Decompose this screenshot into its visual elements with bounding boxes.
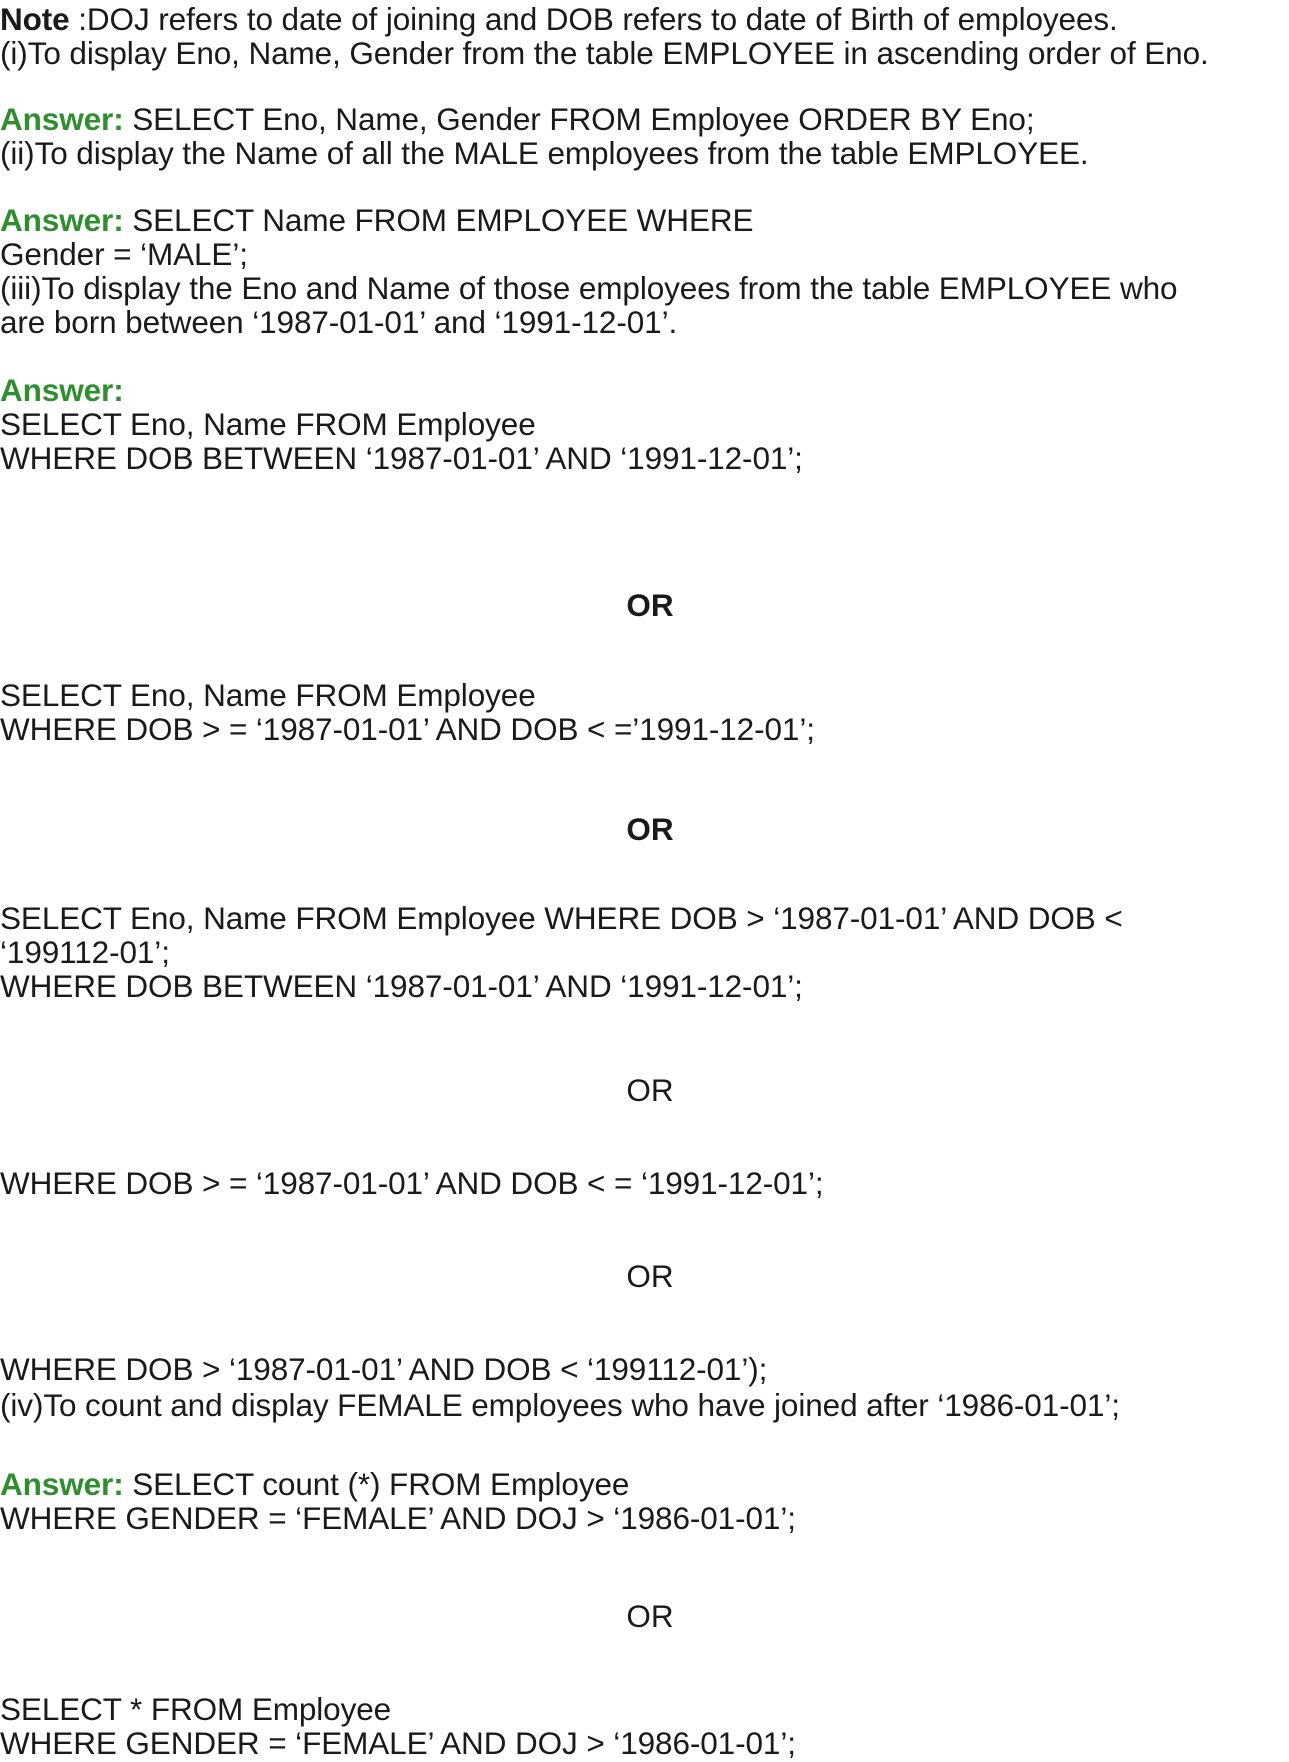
question-2: (ii)To display the Name of all the MALE employees from the table EMPLOYEE. xyxy=(0,135,1089,171)
note-line xyxy=(0,0,1118,38)
answer-1 xyxy=(0,100,1034,138)
answer-4b-line-2: WHERE GENDER = ‘FEMALE’ AND DOJ > ‘1986-01-01’; xyxy=(0,1725,796,1761)
answer-3d-line: WHERE DOB > = ‘1987-01-01’ AND DOB < = ‘1991-12-01’; xyxy=(0,1165,824,1201)
question-3-line-1: (iii)To display the Eno and Name of those employees from the table EMPLOYEE who xyxy=(0,270,1178,306)
answer-3a-line-2: WHERE DOB BETWEEN ‘1987-01-01’ AND ‘1991-12-01’; xyxy=(0,440,803,476)
answer-1-text: SELECT Eno, Name, Gender FROM Employee ORDER BY Eno; xyxy=(123,101,1035,137)
answer-3c-line-1: SELECT Eno, Name FROM Employee WHERE DOB > ‘1987-01-01’ AND DOB < xyxy=(0,900,1123,936)
answer-3c-line-3: WHERE DOB BETWEEN ‘1987-01-01’ AND ‘1991-12-01’; xyxy=(0,968,803,1004)
answer-2-text: SELECT Name FROM EMPLOYEE WHERE xyxy=(123,202,754,238)
answer-3a-line-1: SELECT Eno, Name FROM Employee xyxy=(0,406,536,442)
or-divider: OR xyxy=(626,811,674,847)
answer-2-line-1 xyxy=(0,201,753,239)
answer-3c-line-2: ‘199112-01’; xyxy=(0,934,170,970)
note-label: Note xyxy=(0,1,70,37)
answer-label: Answer: xyxy=(0,202,124,238)
answer-label: Answer: xyxy=(0,101,124,137)
or-divider: OR xyxy=(626,1258,674,1294)
answer-4-line-2: WHERE GENDER = ‘FEMALE’ AND DOJ > ‘1986-01-01’; xyxy=(0,1500,796,1536)
or-divider: OR xyxy=(626,1598,674,1634)
answer-label: Answer: xyxy=(0,372,124,408)
answer-3-label-line xyxy=(0,371,124,409)
answer-2-line-2: Gender = ‘MALE’; xyxy=(0,236,248,272)
answer-3e-line: WHERE DOB > ‘1987-01-01’ AND DOB < ‘199112-01’); xyxy=(0,1351,768,1387)
answer-label: Answer: xyxy=(0,1466,124,1502)
or-divider: OR xyxy=(626,587,674,623)
question-4: (iv)To count and display FEMALE employees who have joined after ‘1986-01-01’; xyxy=(0,1387,1120,1423)
answer-4-text: SELECT count (*) FROM Employee xyxy=(123,1466,630,1502)
answer-4b-line-1: SELECT * FROM Employee xyxy=(0,1691,392,1727)
answer-3b-line-1: SELECT Eno, Name FROM Employee xyxy=(0,677,536,713)
answer-3b-line-2: WHERE DOB > = ‘1987-01-01’ AND DOB < =’1991-12-01’; xyxy=(0,711,815,747)
question-1: (i)To display Eno, Name, Gender from the table EMPLOYEE in ascending order of Eno. xyxy=(0,35,1209,71)
or-divider: OR xyxy=(626,1072,674,1108)
answer-4-line-1 xyxy=(0,1465,629,1503)
note-text: :DOJ refers to date of joining and DOB refers to date of Birth of employees. xyxy=(69,1,1118,37)
question-3-line-2: are born between ‘1987-01-01’ and ‘1991-12-01’. xyxy=(0,304,678,340)
